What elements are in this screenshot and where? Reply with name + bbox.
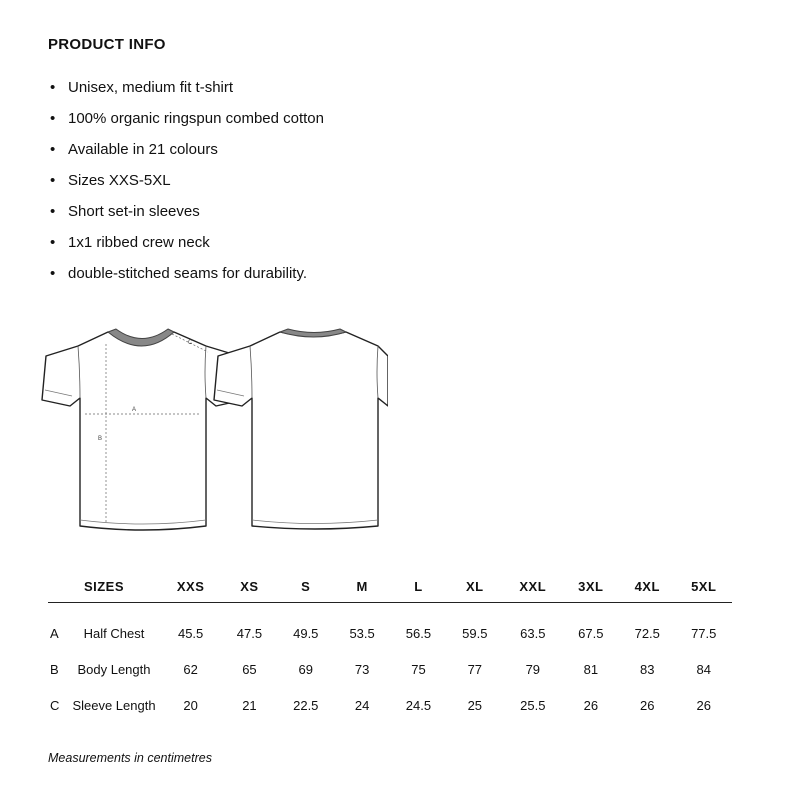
- table-cell: 25.5: [520, 697, 546, 713]
- column-header-sizes: SIZES: [48, 570, 160, 603]
- row-label: Body Length: [77, 661, 151, 677]
- label-c: C: [188, 340, 193, 346]
- table-row: [48, 603, 732, 652]
- bullet-icon: •: [50, 172, 56, 189]
- feature-text: 1x1 ribbed crew neck: [68, 234, 210, 251]
- table-cell: 22.5: [293, 697, 319, 713]
- row-code: C: [50, 697, 60, 713]
- table-cell: 21: [242, 697, 257, 713]
- row-code: B: [50, 661, 59, 677]
- bullet-icon: •: [50, 110, 56, 127]
- row-label: Sleeve Length: [72, 697, 156, 713]
- table-cell: 73: [354, 661, 370, 677]
- table-cell: 63.5: [520, 625, 546, 641]
- table-cell: 62: [183, 661, 198, 677]
- column-header-size: XS: [221, 570, 277, 603]
- list-item: [48, 202, 324, 233]
- table-cell: 53.5: [349, 625, 375, 641]
- column-header-size: XL: [447, 570, 503, 603]
- column-header-size: 5XL: [675, 570, 732, 603]
- table-cell: 83: [640, 661, 655, 677]
- list-item: [48, 233, 324, 264]
- table-row: [48, 651, 732, 687]
- bullet-icon: •: [50, 203, 56, 220]
- table-cell: 77.5: [691, 625, 717, 641]
- row-code: A: [50, 625, 59, 641]
- table-cell: 81: [583, 661, 599, 677]
- list-item: [48, 171, 324, 202]
- table-cell: 77: [467, 661, 483, 677]
- list-item: [48, 140, 324, 171]
- feature-text: Available in 21 colours: [68, 141, 218, 158]
- table-cell: 67.5: [578, 625, 604, 641]
- column-header-size: 3XL: [563, 570, 619, 603]
- table-cell: 26: [640, 697, 655, 713]
- tshirt-back-icon: [214, 329, 388, 529]
- table-row: [48, 687, 732, 723]
- column-header-size: L: [390, 570, 446, 603]
- column-header-size: S: [278, 570, 334, 603]
- bullet-icon: •: [50, 265, 56, 282]
- table-cell: 69: [298, 661, 313, 677]
- label-b: B: [98, 436, 103, 442]
- footnote: Measurements in centimetres: [48, 751, 212, 765]
- column-header-size: M: [334, 570, 390, 603]
- bullet-icon: •: [50, 141, 56, 158]
- table-cell: 65: [242, 661, 257, 677]
- list-item: [48, 109, 324, 140]
- feature-list: [48, 78, 324, 295]
- table-cell: 26: [696, 697, 711, 713]
- column-header-size: XXS: [160, 570, 221, 603]
- label-a: A: [132, 407, 137, 413]
- feature-text: 100% organic ringspun combed cotton: [68, 110, 324, 127]
- feature-text: Unisex, medium fit t-shirt: [68, 79, 234, 96]
- table-cell: 20: [183, 697, 198, 713]
- table-cell: 24: [354, 697, 370, 713]
- table-cell: 26: [583, 697, 599, 713]
- table-cell: 25: [467, 697, 483, 713]
- table-cell: 59.5: [462, 625, 488, 641]
- column-header-size: 4XL: [619, 570, 675, 603]
- table-cell: 84: [696, 661, 711, 677]
- table-cell: 79: [525, 661, 541, 677]
- list-item: [48, 264, 324, 295]
- page-title: PRODUCT INFO: [48, 36, 166, 53]
- row-label: Half Chest: [83, 625, 145, 641]
- bullet-icon: •: [50, 234, 56, 251]
- table-cell: 45.5: [177, 625, 204, 641]
- table-cell: 47.5: [236, 625, 263, 641]
- tshirt-front-icon: [42, 329, 243, 530]
- table-cell: 49.5: [293, 625, 319, 641]
- table-cell: 24.5: [405, 697, 432, 713]
- table-cell: 56.5: [405, 625, 432, 641]
- feature-text: double-stitched seams for durability.: [68, 265, 308, 282]
- column-header-size: XXL: [503, 570, 563, 603]
- size-table: [48, 570, 732, 723]
- feature-text: Sizes XXS-5XL: [68, 172, 171, 189]
- tshirt-diagram: [38, 322, 388, 542]
- table-cell: 72.5: [634, 625, 660, 641]
- feature-text: Short set-in sleeves: [68, 203, 200, 220]
- table-cell: 75: [411, 661, 426, 677]
- bullet-icon: •: [50, 79, 56, 96]
- list-item: [48, 78, 324, 109]
- table-header-row: [48, 570, 732, 603]
